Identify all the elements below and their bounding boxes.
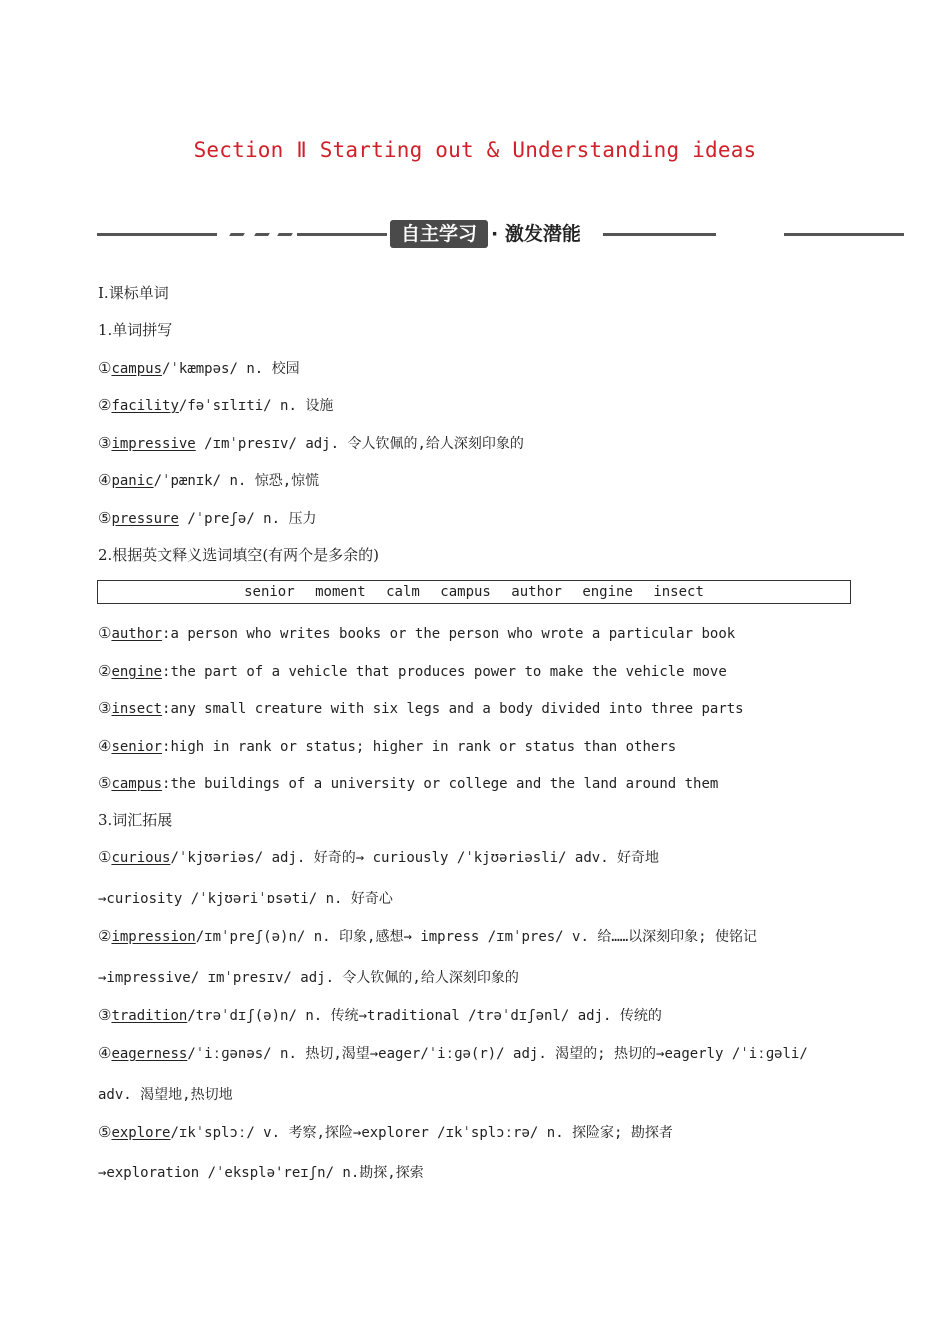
answer-word: insect <box>111 701 163 717</box>
banner-rule-far-right <box>784 233 904 236</box>
list-item: ③insect:any small creature with six legs and a body divided into three parts <box>98 699 744 717</box>
list-item: ②facility/fəˈsɪlɪti/ n. 设施 <box>98 396 334 414</box>
list-item: ⑤campus:the buildings of a university or college and the land around them <box>98 774 719 792</box>
banner-rule-left <box>97 233 217 236</box>
banner-badge: 自主学习 <box>390 220 488 248</box>
list-item: ⑤pressure /ˈpreʃə/ n. 压力 <box>98 509 317 527</box>
list-item-continuation: →curiosity /ˈkjʊəriˈɒsəti/ n. 好奇心 <box>98 891 393 907</box>
word-bank-item: author <box>511 584 562 600</box>
list-item-continuation: →exploration /ˈeksplə'reɪʃn/ n.勘探,探索 <box>98 1165 424 1181</box>
answer-word: facility <box>111 398 179 414</box>
banner-subtitle: · 激发潜能 <box>491 223 581 245</box>
word-bank-item: insect <box>653 584 704 600</box>
page-title: Section Ⅱ Starting out & Understanding ideas <box>193 138 757 162</box>
answer-word: campus <box>111 361 163 377</box>
list-item: ②engine:the part of a vehicle that produces power to make the vehicle move <box>98 662 727 680</box>
list-item-continuation: adv. 渴望地,热切地 <box>98 1087 233 1103</box>
section-heading: Ⅰ.课标单词 <box>98 284 169 302</box>
word-bank-item: campus <box>440 584 491 600</box>
banner-rule-right <box>603 233 716 236</box>
answer-word: tradition <box>111 1008 188 1024</box>
answer-word: author <box>111 626 163 642</box>
banner-dash <box>277 233 293 236</box>
list-item: ①curious/ˈkjʊəriəs/ adj. 好奇的→ curiously /ˈkjʊəriəsli/ adv. 好奇地 <box>98 848 660 866</box>
answer-word: engine <box>111 664 163 680</box>
answer-word: eagerness <box>111 1046 188 1062</box>
word-bank-item: calm <box>386 584 420 600</box>
word-bank-item: senior <box>244 584 295 600</box>
banner-dash <box>254 233 270 236</box>
part2-heading: 2.根据英文释义选词填空(有两个是多余的) <box>98 546 380 564</box>
list-item: ③tradition/trəˈdɪʃ(ə)n/ n. 传统→traditional /trəˈdɪʃənl/ adj. 传统的 <box>98 1006 662 1024</box>
answer-word: explore <box>111 1125 171 1141</box>
word-bank <box>97 580 851 604</box>
answer-word: curious <box>111 850 171 866</box>
word-bank-item: engine <box>582 584 633 600</box>
banner-dash <box>229 233 245 236</box>
list-item: ④senior:high in rank or status; higher in rank or status than others <box>98 737 677 755</box>
list-item: ①author:a person who writes books or the person who wrote a particular book <box>98 624 736 642</box>
answer-word: campus <box>111 776 163 792</box>
answer-word: impression <box>111 929 196 945</box>
list-item: ④eagerness/ˈiːɡənəs/ n. 热切,渴望→eager/ˈiːɡə(r)/ adj. 渴望的; 热切的→eagerly /ˈiːɡəli/ <box>98 1044 808 1062</box>
word-bank-item: moment <box>315 584 366 600</box>
list-item-continuation: →impressive/ ɪmˈpresɪv/ adj. 令人钦佩的,给人深刻印象的 <box>98 970 519 986</box>
answer-word: panic <box>111 473 154 489</box>
list-item: ④panic/ˈpænɪk/ n. 惊恐,惊慌 <box>98 471 320 489</box>
banner-rule-mid <box>297 233 387 236</box>
answer-word: senior <box>111 739 163 755</box>
list-item: ⑤explore/ɪkˈsplɔː/ v. 考察,探险→explorer /ɪkˈsplɔːrə/ n. 探险家; 勘探者 <box>98 1123 673 1141</box>
list-item: ①campus/ˈkæmpəs/ n. 校园 <box>98 359 300 377</box>
list-item: ③impressive /ɪmˈpresɪv/ adj. 令人钦佩的,给人深刻印象的 <box>98 434 524 452</box>
section-banner <box>97 220 907 250</box>
list-item: ②impression/ɪmˈpreʃ(ə)n/ n. 印象,感想→ impress /ɪmˈpres/ v. 给……以深刻印象; 使铭记 <box>98 927 758 945</box>
answer-word: impressive <box>111 436 196 452</box>
answer-word: pressure <box>111 511 179 527</box>
part3-heading: 3.词汇拓展 <box>98 811 173 829</box>
part1-heading: 1.单词拼写 <box>98 321 173 339</box>
